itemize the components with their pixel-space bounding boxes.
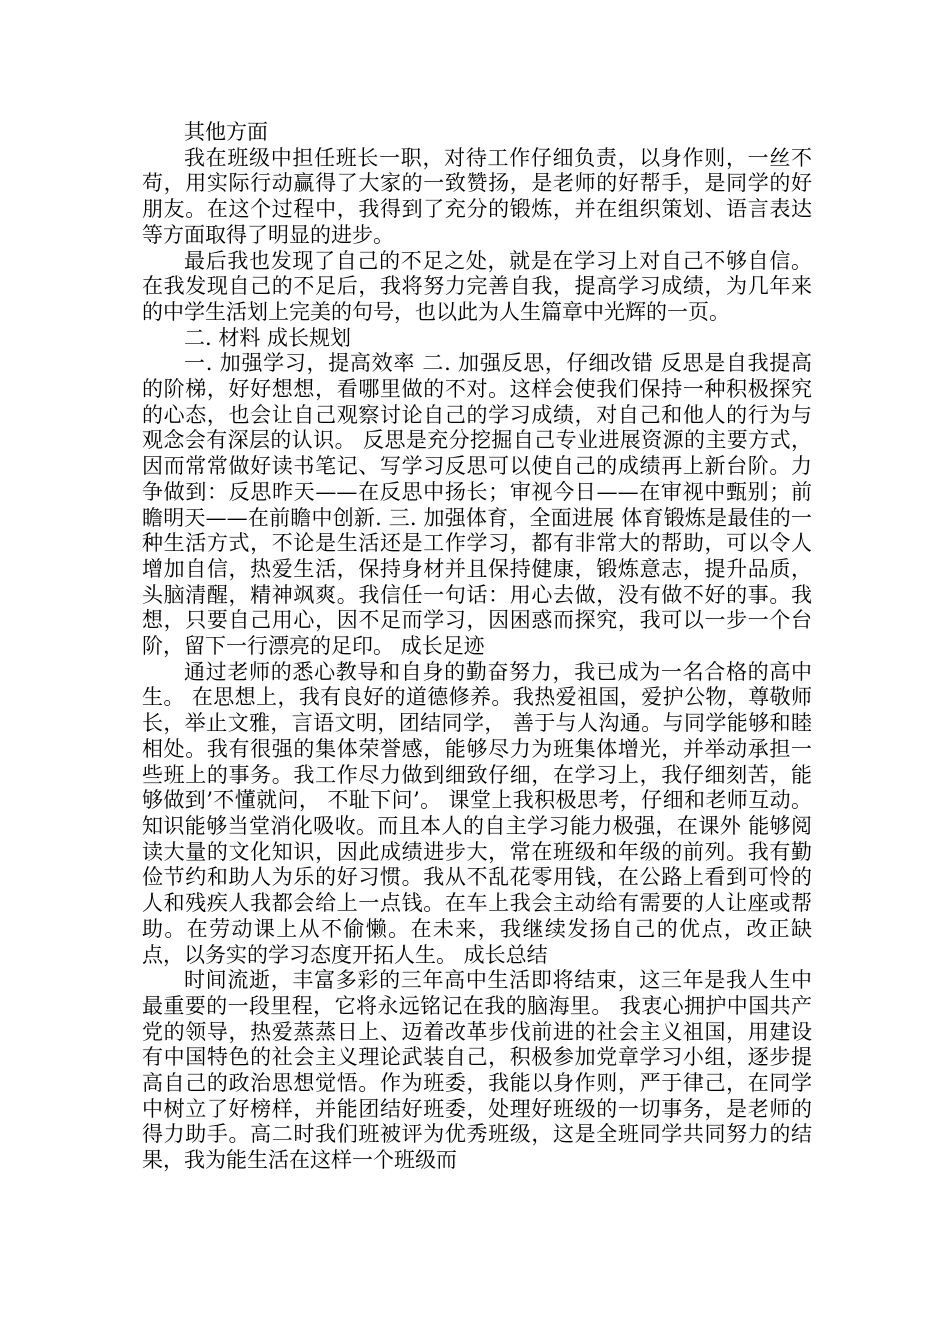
document-body [142,120,812,1174]
paragraph-growth-footprints: 通过老师的悉心教导和自身的勤奋努力，我已成为一名合格的高中生。 在思想上，我有良好的道德修养。我热爱祖国，爱护公物，尊敬师长，举止文雅，言语文明，团结同学， 善于与人沟通。与同学能够和睦相处。我有很强的集体荣誉感，能够尽力为班集体增光，并举动承担一 些班上的事务。我工作尽力做到细致仔细，在学习上，我仔细刻苦，能够做到’不懂就问， 不耻下问’。 课堂上我积极思考，仔细和老师互动。知识能够当堂消化吸收。而且本人的自主学习能力极强，在课外 能够阅读大量的文化知识，因此成绩进步大，常在班级和年级的前列。我有勤俭节约和助人为乐的好习惯。我从不乱花零用钱，在公路上看到可怜的人和残疾人我都会给上一点钱。在车上我会主动给有需要的人让座或帮助。在劳动课上从不偷懒。在未来，我继续发扬自己的优点，改正缺点，以务实的学习态度开拓人生。 成长总结 [142,659,812,967]
paragraph-shortcomings: 最后我也发现了自己的不足之处，就是在学习上对自己不够自信。在我发现自己的不足后，我将努力完善自我，提高学习成绩，为几年来的中学生活划上完美的句号，也以此为人生篇章中光辉的一页。 [142,248,812,324]
paragraph-growth-plan: 一. 加强学习，提高效率 二. 加强反思，仔细改错 反思是自我提高的阶梯，好好想想，看哪里做的不对。这样会使我们保持一种积极探究的心态，也会让自己观察讨论自己的学习成绩，对自己和他人的行为与观念会有深层的认识。 反思是充分挖掘自己专业进展资源的主要方式，因而常常做好读书笔记、写学习反思可以使自己的成绩再上新台阶。力争做到：反思昨天——在反思中扬长；审视今日——在审视中甄别；前瞻明天——在前瞻中创新. 三. 加强体育，全面进展 体育锻炼是最佳的一种生活方式，不论是生活还是工作学习，都有非常大的帮助，可以令人增加自信，热爱生活，保持身材并且保持健康，锻炼意志，提升品质，头脑清醒，精神飒爽。我信任一句话：用心去做，没有做不好的事。我想，只要自己用心，因不足而学习，因困惑而探究，我可以一步一个台阶，留下一行漂亮的足印。 成长足迹 [142,351,812,659]
paragraph-growth-summary: 时间流逝，丰富多彩的三年高中生活即将结束，这三年是我人生中最重要的一段里程，它将永远铭记在我的脑海里。 我衷心拥护中国共产党的领导，热爱蒸蒸日上、迈着改革步伐前进的社会主义祖国，用建设有中国特色的社会主义理论武装自己，积极参加党章学习小组，逐步提高自己的政治思想觉悟。作为班委，我能以身作则，严于律己，在同学中树立了好榜样，并能团结好班委，处理好班级的一切事务，是老师的得力助手。高二时我们班被评为优秀班级，这是全班同学共同努力的结果，我为能生活在这样一个班级而 [142,968,812,1173]
heading-growth-plan: 二. 材料 成长规划 [184,325,352,350]
heading-other-aspects: 其他方面 [184,120,268,144]
paragraph-class-monitor: 我在班级中担任班长一职，对待工作仔细负责，以身作则，一丝不苟，用实际行动赢得了大家的一致赞扬，是老师的好帮手，是同学的好朋友。在这个过程中，我得到了充分的锻炼，并在组织策划、语言表达等方面取得了明显的进步。 [142,145,812,247]
